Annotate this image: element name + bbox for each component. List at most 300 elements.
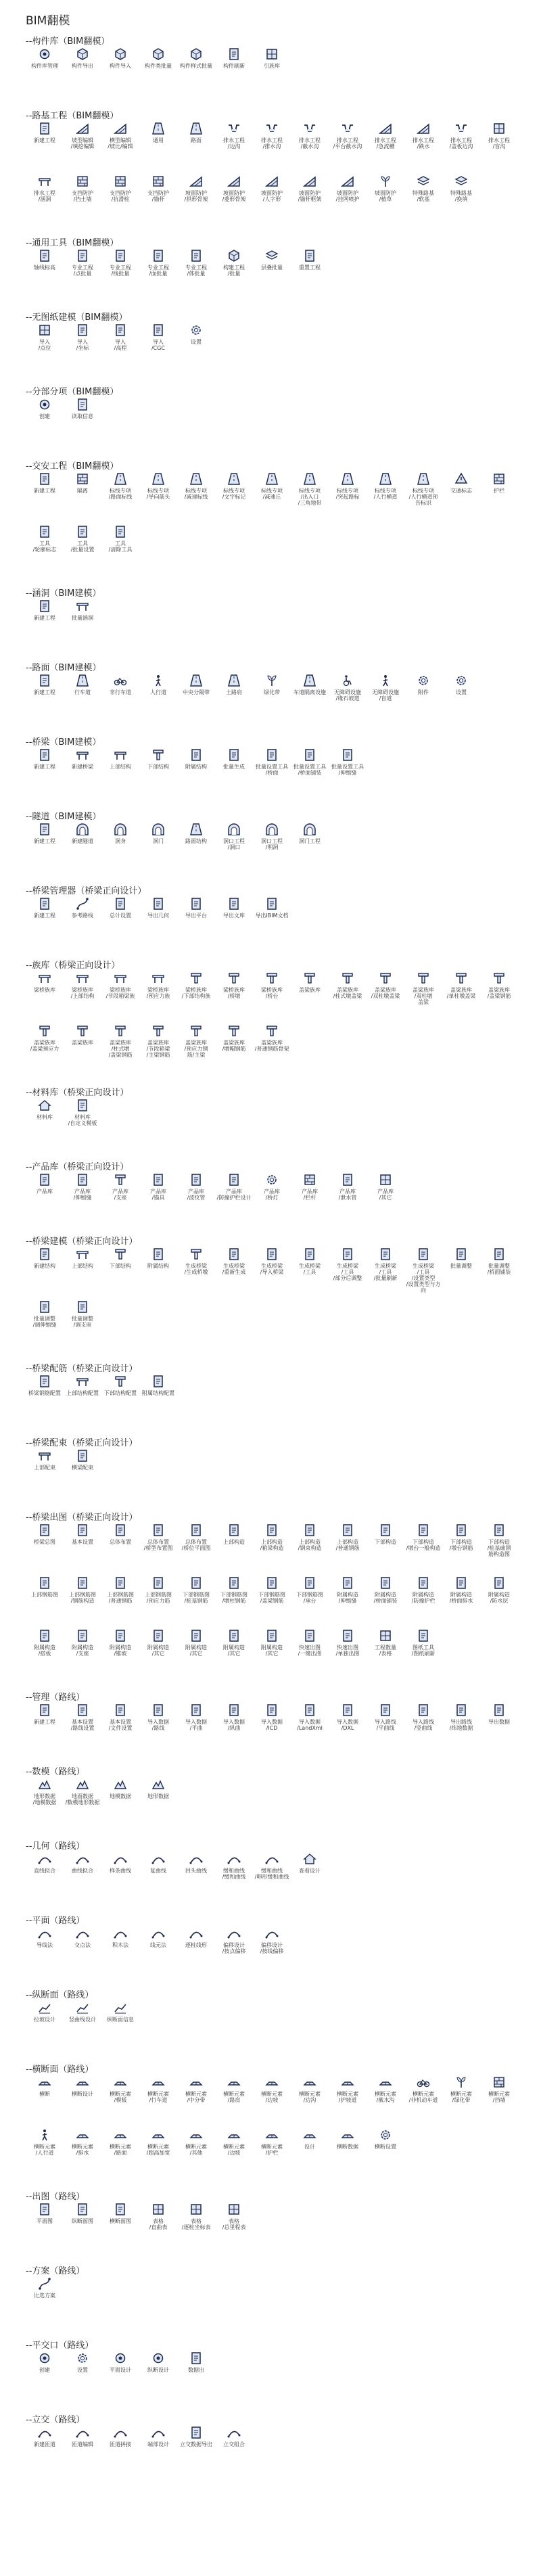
tool-button[interactable] [26,398,64,451]
document-icon [189,2351,203,2365]
tool-button[interactable] [26,2128,64,2181]
tool-button[interactable] [26,2277,64,2330]
tool-button[interactable] [442,971,480,1024]
tool-button[interactable] [64,2426,101,2479]
tool-button[interactable] [26,249,64,302]
tool-button[interactable] [480,1523,518,1576]
tool-button[interactable] [26,823,64,875]
tool-button[interactable] [367,122,404,175]
tool-button[interactable] [291,2128,329,2181]
tool-button[interactable] [253,1024,291,1077]
tool-label: 附属构造 /支座 [72,1644,93,1657]
tool-button[interactable] [139,1629,177,1682]
tool-button[interactable] [101,47,139,100]
tool-button[interactable] [215,1927,253,1979]
tool-button[interactable] [26,1247,64,1300]
tool-button[interactable] [64,2001,101,2054]
tool-button[interactable] [139,2075,177,2128]
tool-button[interactable] [101,249,139,302]
tool-button[interactable] [215,1852,253,1905]
tool-button[interactable] [177,1703,215,1756]
tool-button[interactable] [139,1523,177,1576]
tool-button[interactable] [442,175,480,227]
tool-button[interactable] [215,47,253,100]
tool-button[interactable] [215,823,253,875]
tool-button[interactable] [404,2075,442,2128]
tool-button[interactable] [177,748,215,801]
tool-button[interactable] [26,2001,64,2054]
tool-button[interactable] [101,472,139,525]
tool-button[interactable] [177,1523,215,1576]
tool-button[interactable] [101,823,139,875]
tool-button[interactable] [215,674,253,727]
section-icon [265,2075,279,2089]
tool-button[interactable] [215,1703,253,1756]
tool-button[interactable] [253,971,291,1024]
tool-button[interactable] [215,175,253,227]
tool-button[interactable] [329,1523,367,1576]
tool-button[interactable] [215,897,253,950]
tool-button[interactable] [101,2001,139,2054]
tool-button[interactable] [64,1927,101,1979]
tool-button[interactable] [26,897,64,950]
tool-button[interactable] [253,674,291,727]
tool-button[interactable] [139,323,177,376]
tool-button[interactable] [329,748,367,801]
tool-button[interactable] [26,2203,64,2255]
tool-label: 专业工程 /体批量 [185,264,207,277]
tool-label: 下部构造 /墩台钢筋 [449,1539,473,1551]
tool-button[interactable] [139,122,177,175]
tool-button[interactable] [480,472,518,525]
tool-button[interactable] [64,398,101,451]
tool-button[interactable] [101,2426,139,2479]
tool-button[interactable] [253,823,291,875]
tool-label: 纵断设计 [147,2367,169,2373]
tool-button[interactable] [139,1375,177,1427]
tool-button[interactable] [101,525,139,578]
tool-button[interactable] [329,1576,367,1629]
tool-button[interactable] [177,1247,215,1300]
tool-button[interactable] [101,1703,139,1756]
tool-button[interactable] [215,971,253,1024]
tool-button[interactable] [26,323,64,376]
tool-button[interactable] [442,2075,480,2128]
tool-button[interactable] [101,1927,139,1979]
tool-button[interactable] [101,175,139,227]
road-icon [189,472,203,486]
tool-button[interactable] [64,1778,101,1831]
tool-button[interactable] [26,599,64,652]
tool-button[interactable] [139,1576,177,1629]
section-title: --出图（路线） [26,2192,85,2202]
tool-button[interactable] [64,1576,101,1629]
tool-button[interactable] [442,1703,480,1756]
tool-button[interactable] [291,1629,329,1682]
wall-icon [114,175,127,188]
tool-button[interactable] [480,2075,518,2128]
tool-button[interactable] [404,1523,442,1576]
tool-button[interactable] [139,1927,177,1979]
tool-button[interactable] [139,823,177,875]
tool-button[interactable] [215,249,253,302]
tool-button[interactable] [367,674,404,727]
tool-button[interactable] [404,175,442,227]
tool-button[interactable] [404,1629,442,1682]
tool-button[interactable] [64,823,101,875]
tool-button[interactable] [215,1523,253,1576]
tool-button[interactable] [64,748,101,801]
tool-button[interactable] [253,1247,291,1300]
tool-button[interactable] [26,2426,64,2479]
tool-label: 批量生成 [223,764,245,770]
tool-button[interactable] [139,1173,177,1226]
tool-button[interactable] [101,1629,139,1682]
tool-button[interactable] [480,122,518,175]
tool-button[interactable] [177,674,215,727]
tool-button[interactable] [367,1523,404,1576]
tool-button[interactable] [64,249,101,302]
tool-button[interactable] [101,1024,139,1077]
tool-button[interactable] [442,122,480,175]
tool-button[interactable] [26,1523,64,1576]
tool-button[interactable] [329,971,367,1024]
tool-button[interactable] [177,1576,215,1629]
tool-button[interactable] [480,1703,518,1756]
tool-button[interactable] [101,1778,139,1831]
tool-button[interactable] [139,2128,177,2181]
tool-button[interactable] [26,748,64,801]
tool-button[interactable] [26,1300,64,1353]
tool-label: 专业工程 /线批量 [110,264,131,277]
bridge-icon [76,748,89,762]
tool-button[interactable] [26,971,64,1024]
tool-button[interactable] [26,1852,64,1905]
tool-button[interactable] [291,1247,329,1300]
tool-button[interactable] [101,1852,139,1905]
document-icon [265,1576,279,1590]
tool-button[interactable] [64,175,101,227]
tool-button[interactable] [64,1852,101,1905]
tool-button[interactable] [253,2128,291,2181]
bridge-icon [38,1449,51,1463]
tool-button[interactable] [291,2075,329,2128]
tool-button[interactable] [215,122,253,175]
tool-button[interactable] [101,1247,139,1300]
tool-button[interactable] [26,175,64,227]
tool-button[interactable] [64,599,101,652]
tool-button[interactable] [64,1099,101,1151]
tool-button[interactable] [64,472,101,525]
tool-button[interactable] [101,971,139,1024]
tool-button[interactable] [442,472,480,525]
tool-button[interactable] [480,1576,518,1629]
tool-button[interactable] [480,1247,518,1300]
tool-button[interactable] [329,122,367,175]
tool-button[interactable] [26,47,64,100]
tool-button[interactable] [101,2075,139,2128]
tool-button[interactable] [26,122,64,175]
tool-button[interactable] [291,823,329,875]
tool-button[interactable] [139,2426,177,2479]
tool-button[interactable] [253,175,291,227]
tool-button[interactable] [367,2075,404,2128]
tool-button[interactable] [367,472,404,525]
tool-button[interactable] [101,1375,139,1427]
tool-button[interactable] [101,674,139,727]
tool-button[interactable] [404,971,442,1024]
tool-button[interactable] [215,1629,253,1682]
tool-button[interactable] [177,823,215,875]
tool-button[interactable] [26,2075,64,2128]
tool-button[interactable] [253,472,291,525]
tool-button[interactable] [139,2351,177,2404]
tool-button[interactable] [139,2203,177,2255]
tool-button[interactable] [404,1247,442,1300]
tool-label: 导出几何 [147,913,169,919]
tool-button[interactable] [480,971,518,1024]
tool-button[interactable] [64,2351,101,2404]
tool-button[interactable] [215,1173,253,1226]
tool-button[interactable] [177,2128,215,2181]
tool-button[interactable] [64,897,101,950]
tool-button[interactable] [26,1703,64,1756]
tool-button[interactable] [177,472,215,525]
tool-label: 盖梁族库 /普通钢筋骨架 [254,1040,289,1052]
tool-button[interactable] [64,47,101,100]
tool-button[interactable] [253,897,291,950]
tool-button[interactable] [64,1375,101,1427]
tool-button[interactable] [367,2128,404,2181]
tool-button[interactable] [291,472,329,525]
tool-button[interactable] [177,897,215,950]
tool-button[interactable] [26,1449,64,1502]
tool-button[interactable] [139,175,177,227]
tool-button[interactable] [139,971,177,1024]
tool-button[interactable] [64,971,101,1024]
tool-button[interactable] [253,1576,291,1629]
tool-button[interactable] [139,1703,177,1756]
tool-button[interactable] [215,1576,253,1629]
tool-button[interactable] [64,122,101,175]
tool-button[interactable] [64,2075,101,2128]
tool-button[interactable] [139,897,177,950]
gear-icon [379,2128,392,2142]
tool-button[interactable] [26,1576,64,1629]
pier-icon [151,1024,165,1038]
tool-button[interactable] [177,2426,215,2479]
tool-button[interactable] [367,1247,404,1300]
document-icon [38,599,51,613]
tool-button[interactable] [177,2075,215,2128]
tool-button[interactable] [101,1576,139,1629]
tool-button[interactable] [26,1024,64,1077]
tool-button[interactable] [177,2203,215,2255]
tool-button[interactable] [253,1927,291,1979]
tool-label: 读取信息 [72,413,93,419]
tool-button[interactable] [101,748,139,801]
tool-button[interactable] [177,47,215,100]
tool-button[interactable] [442,1576,480,1629]
tool-button[interactable] [64,1247,101,1300]
document-icon [379,1523,392,1537]
tool-button[interactable] [404,1703,442,1756]
tool-button[interactable] [291,748,329,801]
tool-button[interactable] [329,2128,367,2181]
tool-button[interactable] [64,1703,101,1756]
tool-button[interactable] [26,1173,64,1226]
tool-button[interactable] [253,1852,291,1905]
tool-button[interactable] [139,1247,177,1300]
tool-label: 构件导入 [110,63,131,69]
tool-button[interactable] [177,1024,215,1077]
tool-button[interactable] [404,472,442,525]
tool-button[interactable] [442,674,480,727]
tool-button[interactable] [26,674,64,727]
tool-button[interactable] [64,1024,101,1077]
tool-button[interactable] [215,2128,253,2181]
tool-button[interactable] [291,1173,329,1226]
tool-button[interactable] [139,1852,177,1905]
tool-label: 坡面防护 /菱形骨架 [222,190,246,202]
tool-button[interactable] [26,525,64,578]
tool-button[interactable] [139,47,177,100]
tool-button[interactable] [253,748,291,801]
tool-button[interactable] [404,122,442,175]
tool-label: 上部构造 /钢束构造 [298,1539,322,1551]
tool-button[interactable] [404,1576,442,1629]
tool-button[interactable] [101,897,139,950]
tool-button[interactable] [139,472,177,525]
tool-button[interactable] [64,2203,101,2255]
tool-button[interactable] [139,1778,177,1831]
tool-button[interactable] [367,1629,404,1682]
tool-label: 产品库 /防撞护栏设计 [216,1189,252,1201]
tool-button[interactable] [367,175,404,227]
tool-button[interactable] [64,525,101,578]
tool-button[interactable] [215,748,253,801]
tool-button[interactable] [291,1703,329,1756]
tool-button[interactable] [404,674,442,727]
tool-button[interactable] [253,122,291,175]
tool-button[interactable] [139,748,177,801]
tool-button[interactable] [329,175,367,227]
tool-button[interactable] [101,2351,139,2404]
tool-button[interactable] [101,2203,139,2255]
tool-button[interactable] [177,122,215,175]
tool-button[interactable] [26,1375,64,1427]
tool-button[interactable] [64,1300,101,1353]
tool-button[interactable] [177,249,215,302]
tool-button[interactable] [64,2128,101,2181]
tool-button[interactable] [139,1024,177,1077]
tool-button[interactable] [26,1629,64,1682]
tool-button[interactable] [291,1576,329,1629]
road-icon [189,674,203,687]
tool-button[interactable] [215,472,253,525]
tool-button[interactable] [291,1523,329,1576]
curve-icon [114,1927,127,1940]
tool-button[interactable] [442,1523,480,1576]
tool-button[interactable] [442,1247,480,1300]
tool-button[interactable] [215,2203,253,2255]
tool-button[interactable] [215,2075,253,2128]
tool-button[interactable] [329,1703,367,1756]
tool-button[interactable] [101,1523,139,1576]
tool-label: 横断元素 /排水 [72,2144,93,2156]
slope-icon [303,175,316,188]
tool-label: 导出路线 /纬地数据 [449,1719,473,1731]
tool-button[interactable] [64,1629,101,1682]
tool-button[interactable] [329,674,367,727]
tool-button[interactable] [329,2075,367,2128]
tool-button[interactable] [291,971,329,1024]
tool-button[interactable] [215,1247,253,1300]
tool-button[interactable] [26,472,64,525]
tool-button[interactable] [291,249,329,302]
tool-button[interactable] [177,1927,215,1979]
tool-label: 新建工程 [34,764,55,770]
tool-button[interactable] [291,674,329,727]
tool-button[interactable] [329,1629,367,1682]
tool-button[interactable] [329,1247,367,1300]
tool-button[interactable] [329,1173,367,1226]
tool-button[interactable] [101,2128,139,2181]
tool-button[interactable] [253,1629,291,1682]
tool-button[interactable] [64,1173,101,1226]
tool-button[interactable] [26,1099,64,1151]
tool-button[interactable] [26,1927,64,1979]
tool-button[interactable] [253,1523,291,1576]
tool-button[interactable] [215,1024,253,1077]
tool-button[interactable] [291,175,329,227]
tool-button[interactable] [177,2351,215,2404]
tool-button[interactable] [367,1703,404,1756]
tool-button[interactable] [139,674,177,727]
tool-button[interactable] [367,1173,404,1226]
tool-button[interactable] [101,1173,139,1226]
tool-button[interactable] [367,1576,404,1629]
tool-button[interactable] [215,2426,253,2479]
tool-label: 标线专项 /导向箭头 [146,488,170,500]
tool-label: 地模数据 [110,1793,131,1799]
tool-button[interactable] [177,175,215,227]
tool-button[interactable] [101,122,139,175]
tool-button[interactable] [64,674,101,727]
tool-button[interactable] [253,47,291,100]
tool-button[interactable] [253,2075,291,2128]
tool-button[interactable] [177,1852,215,1905]
tool-button[interactable] [64,1523,101,1576]
tool-button[interactable] [253,1703,291,1756]
tool-button[interactable] [64,1449,101,1502]
tool-button[interactable] [253,249,291,302]
tool-button[interactable] [26,2351,64,2404]
tool-button[interactable] [291,1852,329,1905]
tool-button[interactable] [139,249,177,302]
tool-button[interactable] [177,323,215,376]
tool-button[interactable] [177,1173,215,1226]
tool-button[interactable] [177,971,215,1024]
tool-button[interactable] [253,1173,291,1226]
tool-button[interactable] [291,122,329,175]
tool-button[interactable] [101,323,139,376]
tool-button[interactable] [64,323,101,376]
tool-button[interactable] [329,472,367,525]
tool-button[interactable] [26,1778,64,1831]
tool-button[interactable] [177,1629,215,1682]
tool-button[interactable] [367,971,404,1024]
